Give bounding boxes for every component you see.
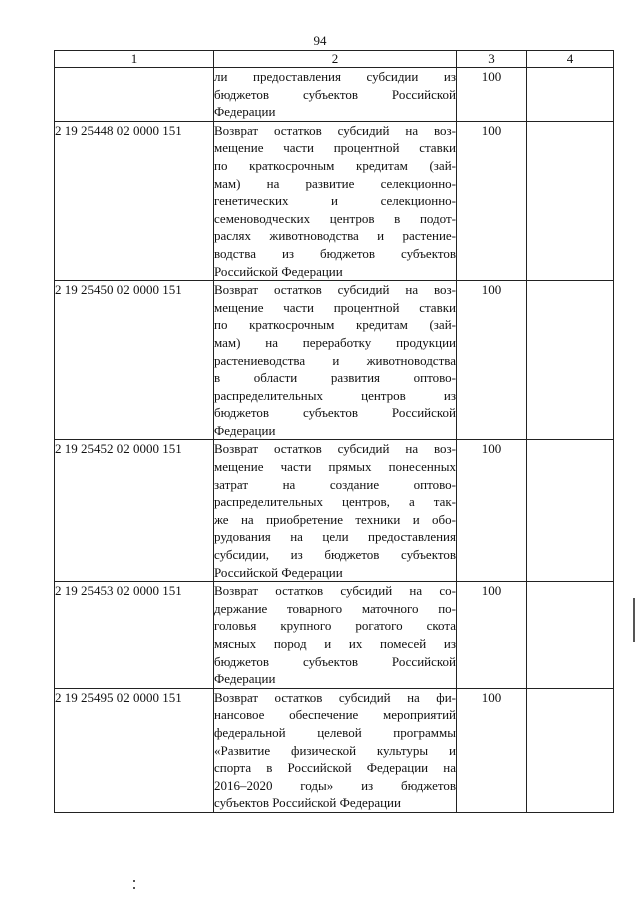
description-line: распределительных центров, а так- xyxy=(214,494,456,510)
description-line: мам) на переработку продукции xyxy=(214,334,456,350)
description-line: водства из бюджетов субъектов xyxy=(214,245,456,261)
header-col-3: 3 xyxy=(457,51,527,68)
description-line: бюджетов субъектов Российской xyxy=(214,653,456,669)
description-line: Возврат остатков субсидий на воз- xyxy=(214,441,456,457)
norm-value: 100 xyxy=(457,121,527,280)
col4-cell xyxy=(527,440,614,582)
budget-code: 2 19 25452 02 0000 151 xyxy=(55,440,214,582)
description-line: субсидии, из бюджетов субъектов xyxy=(214,547,456,563)
description-line: ли предоставления субсидии из xyxy=(214,69,456,84)
norm-value: 100 xyxy=(457,688,527,812)
description-line: 2016–2020 годы» из бюджетов xyxy=(214,777,456,793)
description-line: мещение части прямых понесенных xyxy=(214,459,456,475)
income-description xyxy=(214,582,457,689)
budget-code: 2 19 25448 02 0000 151 xyxy=(55,121,214,280)
description-line: семеноводческих центров в подот- xyxy=(214,210,456,226)
description-line: по краткосрочным кредитам (зай- xyxy=(214,317,456,333)
description-line: рудования на цели предоставления xyxy=(214,529,456,545)
description-line: же на приобретение техники и обо- xyxy=(214,511,456,527)
description-line: спорта в Российской Федерации на xyxy=(214,760,456,776)
description-line: держание товарного маточного по- xyxy=(214,600,456,616)
page-number: 94 xyxy=(313,33,327,48)
header-col-2: 2 xyxy=(214,51,457,68)
scan-mark xyxy=(133,887,135,889)
table-row xyxy=(55,121,614,280)
col4-cell xyxy=(527,68,614,122)
budget-code: 2 19 25453 02 0000 151 xyxy=(55,582,214,689)
description-line: Возврат остатков субсидий на фи- xyxy=(214,689,456,705)
budget-code: 2 19 25450 02 0000 151 xyxy=(55,281,214,440)
description-line: головья крупного рогатого скота xyxy=(214,618,456,634)
table-header-row xyxy=(55,51,614,68)
table-row xyxy=(55,582,614,689)
norm-value: 100 xyxy=(457,281,527,440)
description-line: «Развитие физической культуры и xyxy=(214,742,456,758)
table-row xyxy=(55,68,614,122)
scan-mark xyxy=(633,598,635,642)
budget-codes-table xyxy=(54,50,614,813)
description-line: мясных пород и их помесей из xyxy=(214,636,456,651)
income-description xyxy=(214,440,457,582)
description-line: субъектов Российской Федерации xyxy=(214,795,401,811)
description-line: генетических и селекционно- xyxy=(214,193,456,209)
col4-cell xyxy=(527,582,614,689)
description-line: Российской Федерации xyxy=(214,263,343,279)
scan-mark xyxy=(133,880,135,882)
description-line: Федерации xyxy=(214,671,276,687)
col4-cell xyxy=(527,121,614,280)
description-line: Возврат остатков субсидий на воз- xyxy=(214,122,456,138)
col4-cell xyxy=(527,688,614,812)
description-line: в области развития оптово- xyxy=(214,370,456,386)
table-row xyxy=(55,688,614,812)
income-description xyxy=(214,688,457,812)
description-line: мещение части процентной ставки xyxy=(214,140,456,156)
income-description xyxy=(214,121,457,280)
description-line: Федерации xyxy=(214,422,276,438)
description-line: федеральной целевой программы xyxy=(214,724,456,740)
description-line: растениеводства и животноводства xyxy=(214,352,456,368)
description-line: Возврат остатков субсидий на воз- xyxy=(214,282,456,298)
description-line: раслях животноводства и растение- xyxy=(214,228,456,244)
description-line: по краткосрочным кредитам (зай- xyxy=(214,157,456,173)
table-row xyxy=(55,281,614,440)
description-line: Возврат остатков субсидий на со- xyxy=(214,583,456,599)
header-col-1: 1 xyxy=(55,51,214,68)
description-line: Российской Федерации xyxy=(214,564,343,580)
col4-cell xyxy=(527,281,614,440)
description-line: затрат на создание оптово- xyxy=(214,476,456,492)
norm-value: 100 xyxy=(457,440,527,582)
budget-code xyxy=(55,68,214,122)
description-line: распределительных центров из xyxy=(214,387,456,403)
income-description xyxy=(214,281,457,440)
budget-code: 2 19 25495 02 0000 151 xyxy=(55,688,214,812)
description-line: мещение части процентной ставки xyxy=(214,299,456,315)
description-line: бюджетов субъектов Российской xyxy=(214,86,456,102)
header-col-4: 4 xyxy=(527,51,614,68)
norm-value: 100 xyxy=(457,68,527,122)
income-description xyxy=(214,68,457,122)
description-line: Федерации xyxy=(214,104,276,120)
description-line: мам) на развитие селекционно- xyxy=(214,175,456,191)
table-body xyxy=(55,68,614,813)
description-line: нансовое обеспечение мероприятий xyxy=(214,707,456,723)
description-line: бюджетов субъектов Российской xyxy=(214,405,456,421)
table-row xyxy=(55,440,614,582)
norm-value: 100 xyxy=(457,582,527,689)
